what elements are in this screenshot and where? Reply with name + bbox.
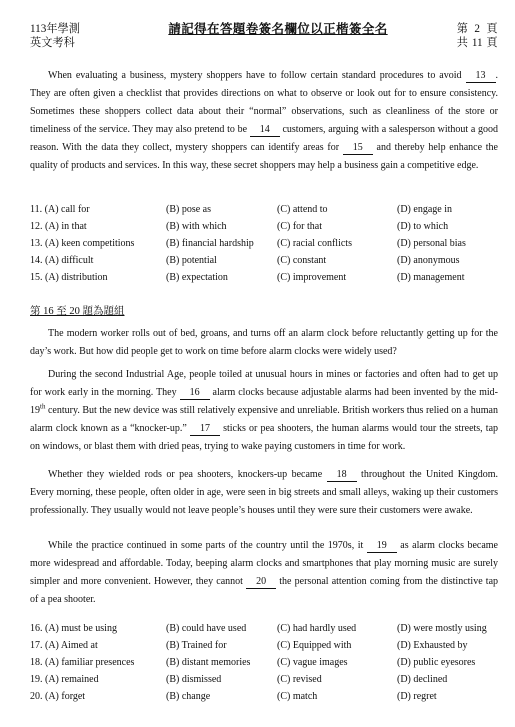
option-b: (B) Trained for (166, 640, 227, 651)
option-d: (D) engage in (397, 204, 452, 215)
option-a: (A) must be using (45, 623, 117, 634)
option-c: (C) match (277, 691, 318, 702)
option-d: (D) regret (397, 691, 437, 702)
question-row (30, 218, 500, 235)
passage1-text-1: When evaluating a business, mystery shoppers have to follow certain standard procedures to avoid (48, 70, 462, 81)
option-b: (B) dismissed (166, 674, 222, 685)
blank-13: 13 (466, 70, 496, 83)
option-a: (A) distribution (45, 272, 108, 283)
options-group-16-20 (30, 620, 500, 705)
question-number: 14. (30, 255, 43, 266)
passage2-text: During the second Industrial Age, people toiled at unusual hours in mines or factories and often had to get up for work early in the morning. They (30, 369, 498, 398)
passage1-paragraph (30, 67, 498, 175)
question-number: 20. (30, 691, 43, 702)
question-number: 13. (30, 238, 43, 249)
page-label: 第 (456, 23, 468, 35)
page-unit: 頁 (486, 23, 498, 35)
option-a: (A) keen competitions (45, 238, 135, 249)
passage2-text: While the practice continued in some parts of the country until the 1970s, it (48, 540, 364, 551)
blank-14: 14 (250, 124, 280, 137)
option-d: (D) anonymous (397, 255, 460, 266)
options-group-11-15 (30, 201, 500, 286)
option-b: (B) distant memories (166, 657, 251, 668)
option-c: (C) improvement (277, 272, 347, 283)
passage2-paragraph-2 (30, 366, 498, 456)
question-row (30, 252, 500, 269)
question-row (30, 671, 500, 688)
page-counter (456, 22, 498, 50)
question-number: 19. (30, 674, 43, 685)
question-number: 16. (30, 623, 43, 634)
option-a: (A) call for (44, 204, 90, 215)
passage2-text: sticks or pea shooters, the human alarms would tour the streets, tap on windows, or blast them with dried peas, trying to wake paying customers in time for work. (30, 423, 499, 452)
question-number: 15. (30, 272, 43, 283)
passage2-paragraph-3 (30, 466, 498, 520)
passage2-text: as alarm clocks became more widespread and affordable. Today, beeping alarm clocks and smartphones that play morning music are surely simpler and more convenient. However, they cannot (30, 540, 498, 587)
blank-19: 19 (367, 540, 397, 553)
option-b: (B) pose as (166, 204, 211, 215)
passage1-text-4: and thereby help enhance the quality of products and services. In this way, these secret shoppers may help a business gain a competitive edge. (30, 142, 498, 171)
option-d: (D) declined (397, 674, 448, 685)
superscript-th: th (40, 402, 46, 411)
question-number: 18. (30, 657, 43, 668)
total-unit: 頁 (486, 37, 498, 49)
blank-17: 17 (190, 423, 220, 436)
passage1-text-2: . They are often given a checklist that provides directions on what to observe or look out for to ensure consistency. Sometimes these shoppers collect data about their “normal” observations, such as cleanliness of the store or timeliness of the service. They may also pretend to be (30, 70, 498, 135)
blank-15: 15 (343, 142, 373, 155)
blank-20: 20 (246, 576, 276, 589)
option-c: (C) Equipped with (277, 640, 352, 651)
option-d: (D) personal bias (397, 238, 466, 249)
question-row (30, 269, 500, 286)
exam-subject: 英文考科 (30, 37, 75, 49)
option-c: (C) had hardly used (277, 623, 357, 634)
option-d: (D) management (397, 272, 465, 283)
option-c: (C) revised (277, 674, 322, 685)
exam-year-title: 113年學測 (30, 23, 80, 35)
option-c: (C) racial conflicts (277, 238, 352, 249)
option-c: (C) for that (277, 221, 322, 232)
total-pages: 11 (471, 37, 483, 49)
passage2-text: Whether they wielded rods or pea shooters, knockers-up became (48, 469, 323, 480)
option-d: (D) public eyesores (397, 657, 476, 668)
section-title: 第 16 至 20 題為題組 (30, 306, 125, 317)
passage2-text: century. But the new device was still relatively expensive and unreliable. British workers thus relied on a human alarm clock known as a “knocker-up.” (30, 405, 498, 434)
option-a: (A) in that (45, 221, 87, 232)
passage2-text: throughout the United Kingdom. Every morning, these people, often older in age, were seen in big streets and small alleys, waking up their customers professionally. They usually would not leave people’s houses until they were sure their customers were awake. (30, 469, 499, 516)
question-row (30, 620, 500, 637)
blank-18: 18 (327, 469, 357, 482)
signature-reminder: 請記得在答題卷簽名欄位以正楷簽全名 (168, 22, 388, 36)
question-number: 12. (30, 221, 43, 232)
passage2-text: alarm clocks because adjustable alarms had been invented by the mid-19 (30, 387, 498, 416)
option-a: (A) remained (45, 674, 99, 685)
option-a: (A) forget (45, 691, 86, 702)
exam-info (30, 22, 80, 50)
question-number: 17. (30, 640, 43, 651)
option-b: (B) with which (166, 221, 227, 232)
passage2-paragraph-1: The modern worker rolls out of bed, groans, and turns off an alarm clock before reluctantly getting up for the day’s work. But how did people get to work on time before alarm clocks were widely used? (30, 328, 498, 357)
option-b: (B) financial hardship (166, 238, 254, 249)
option-c: (C) constant (277, 255, 327, 266)
question-row (30, 235, 500, 252)
question-row (30, 637, 500, 654)
option-c: (C) attend to (277, 204, 328, 215)
passage2-text: the personal attention coming from the distinctive tap of a pea shooter. (30, 576, 499, 605)
passage1-text-3: customers, arguing with a salesperson without a good reason. With the data they collect, mystery shoppers can identify areas for (30, 124, 499, 153)
option-b: (B) potential (166, 255, 217, 266)
option-b: (B) expectation (166, 272, 228, 283)
question-row (30, 201, 500, 218)
option-a: (A) Aimed at (45, 640, 98, 651)
option-a: (A) familiar presences (45, 657, 135, 668)
blank-16: 16 (180, 387, 210, 400)
option-c: (C) vague images (277, 657, 348, 668)
page-header (30, 22, 498, 56)
passage2-paragraph-4 (30, 537, 498, 609)
option-d: (D) Exhausted by (397, 640, 468, 651)
question-row (30, 688, 500, 705)
total-label: 共 (456, 37, 468, 49)
option-d: (D) were mostly using (397, 623, 487, 634)
option-b: (B) change (166, 691, 211, 702)
page-number: 2 (474, 23, 480, 35)
option-d: (D) to which (397, 221, 449, 232)
option-a: (A) difficult (45, 255, 94, 266)
option-b: (B) could have used (166, 623, 247, 634)
question-row (30, 654, 500, 671)
question-number: 11. (30, 204, 43, 215)
